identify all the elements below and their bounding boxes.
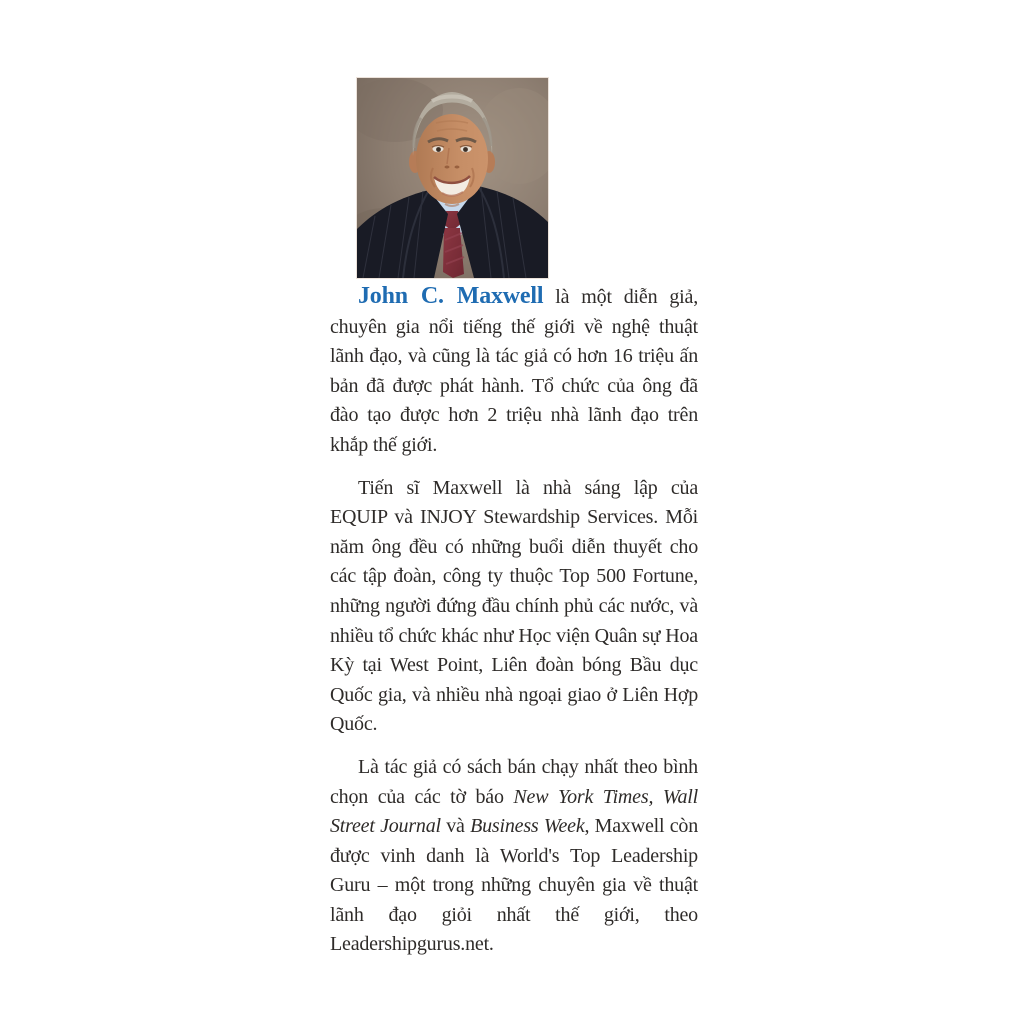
bio-text-segment: Tiến sĩ Maxwell là nhà sáng lập của EQUIP và INJOY Stewardship Services. Mỗi năm ông đều có những buổi diễn thuyết cho các tập đoàn, công ty thuộc Top 500 Fortune, những người đứng đầu chính phủ các nước, và nhiều tổ chức khác như Học viện Quân sự Hoa Kỳ tại West Point, Liên đoàn bóng Bầu dục Quốc gia, và nhiều nhà ngoại giao ở Liên Hợp Quốc. bbox=[330, 476, 698, 736]
bio-text-segment: Là tác giả có sách bán chạy nhất theo bình chọn của các tờ báo bbox=[330, 755, 698, 808]
bio-text-segment: là một diễn giả, chuyên gia nổi tiếng thế giới về nghệ thuật lãnh đạo, và cũng là tác giả có hơn 16 triệu ấn bản đã được phát hành. Tổ chức của ông đã đào tạo được hơn 2 triệu nhà lãnh đạo trên khắp thế giới. bbox=[330, 286, 698, 456]
author-portrait-photo bbox=[357, 78, 548, 278]
bio-text-segment: và bbox=[440, 815, 471, 838]
bio-paragraph bbox=[330, 474, 698, 740]
bio-paragraph bbox=[330, 283, 698, 461]
publication-name: Business Week bbox=[470, 815, 585, 838]
publication-name: New York Times, Wall Street Journal bbox=[330, 785, 699, 838]
portrait-illustration bbox=[357, 78, 548, 278]
bio-text bbox=[330, 283, 698, 960]
author-name: John C. Maxwell bbox=[358, 283, 544, 309]
bio-paragraph bbox=[330, 753, 698, 960]
bio-text-segment: , Maxwell còn được vinh danh là World's Top Leadership Guru – một trong những chuyên gia về thuật lãnh đạo giỏi nhất thế giới, theo Leadershipgurus.net. bbox=[330, 815, 699, 956]
